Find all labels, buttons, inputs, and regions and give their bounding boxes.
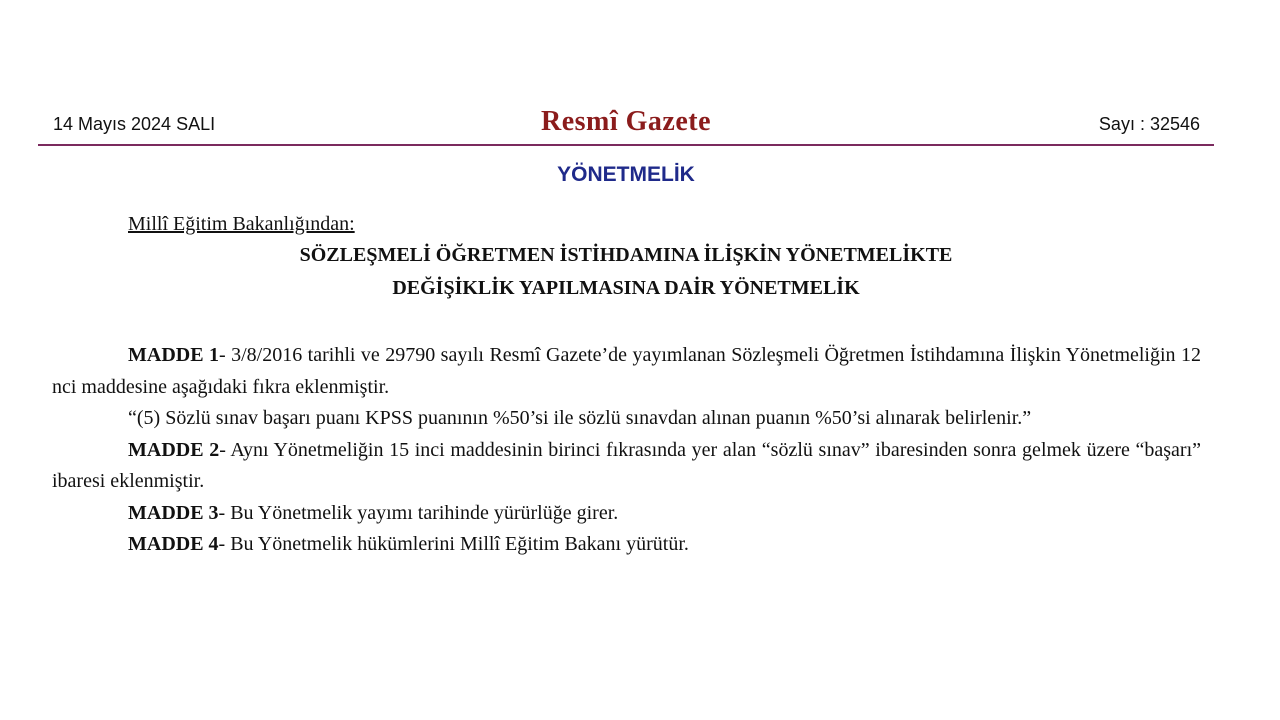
issue-number: Sayı : 32546 bbox=[1098, 114, 1200, 134]
regulation-body bbox=[52, 340, 1201, 561]
publication-date: 14 Mayıs 2024 SALI bbox=[53, 114, 216, 134]
article-4 bbox=[52, 529, 1201, 561]
gazette-header bbox=[38, 104, 1214, 146]
article-label: MADDE 1 bbox=[128, 344, 219, 366]
gazette-title: Resmî Gazete bbox=[540, 106, 712, 137]
article-text: - 3/8/2016 tarihli ve 29790 sayılı Resmî Gazete’de yayımlanan Sözleşmeli Öğretmen İstihdamına İlişkin Yönetmeliğin 12 nci maddesine aşağıdaki fıkra eklenmiştir. bbox=[52, 344, 1201, 398]
issuing-authority: Millî Eğitim Bakanlığından: bbox=[128, 213, 355, 235]
article-label: MADDE 2 bbox=[128, 438, 220, 461]
article-label: MADDE 4 bbox=[128, 533, 219, 555]
article-text: - Bu Yönetmelik yayımı tarihinde yürürlüğe girer. bbox=[218, 501, 619, 524]
article-1 bbox=[52, 340, 1201, 403]
regulation-title-line-1: SÖZLEŞMELİ ÖĞRETMEN İSTİHDAMINA İLİŞKİN YÖNETMELİKTE bbox=[299, 244, 953, 266]
article-text: - Aynı Yönetmeliğin 15 inci maddesinin birinci fıkrasında yer alan “sözlü sınav” ibaresinden sonra gelmek üzere “başarı” ibaresi eklenmiştir. bbox=[52, 438, 1202, 492]
article-label: MADDE 3 bbox=[128, 501, 219, 524]
section-title: YÖNETMELİK bbox=[557, 163, 695, 186]
regulation-title-line-2: DEĞİŞİKLİK YAPILMASINA DAİR YÖNETMELİK bbox=[392, 277, 860, 299]
article-3 bbox=[52, 498, 1201, 530]
article-2 bbox=[52, 435, 1201, 498]
added-paragraph-quote: “(5) Sözlü sınav başarı puanı KPSS puanının %50’si ile sözlü sınavdan alınan puanın %50’si alınarak belirlenir.” bbox=[128, 407, 1032, 429]
article-text: - Bu Yönetmelik hükümlerini Millî Eğitim Bakanı yürütür. bbox=[218, 533, 689, 555]
